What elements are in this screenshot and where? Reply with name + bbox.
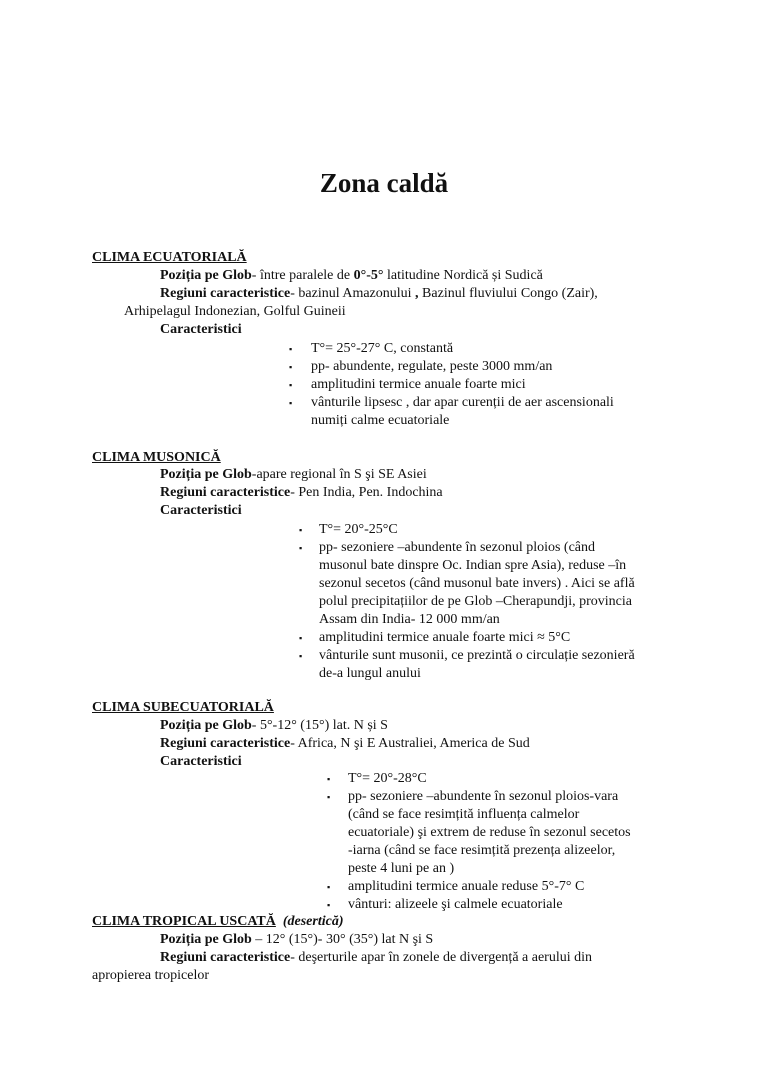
regiuni-text-a: - deşerturile apar în zonele de divergență a aerului din [290, 950, 593, 965]
bullet-text-continuation: ecuatoriale) şi extrem de reduse în sezonul secetos [348, 825, 631, 840]
bullet-text-continuation: numiți calme ecuatoriale [311, 413, 450, 428]
regiuni-text-a: - Africa, N şi E Australiei, America de Sud [290, 736, 530, 751]
pozitia-text-b: latitudine Nordică și Sudică [383, 268, 543, 283]
bullet-text-continuation: musonul bate dinspre Oc. Indian spre Asia), reduse –în [319, 558, 627, 573]
pozitia-label: Poziția pe Glob [160, 268, 252, 283]
regiuni-line-tropical [160, 949, 592, 967]
pozitia-text-a: – 12° (15°)- 30° (35°) lat N şi S [251, 932, 434, 947]
section-heading-sub: (desertică) [282, 914, 344, 929]
section-heading-musonica: CLIMA MUSONICĂ [92, 450, 221, 465]
bullet-icon: ▪ [327, 900, 331, 910]
bullet-text-continuation: sezonul secetos (când musonul bate invers) . Aici se află [319, 576, 635, 591]
bullet-text-continuation: peste 4 luni pe an ) [348, 861, 455, 876]
bullet-text: pp- sezoniere –abundente în sezonul ploios (când [319, 540, 596, 555]
bullet-text: T°= 20°-28°C [348, 771, 427, 786]
regiuni-line-ecuatoriala [160, 285, 598, 303]
bullet-text: T°= 20°-25°C [319, 522, 398, 537]
pozitia-text-a: - 5°-12° (15°) lat. N și S [251, 718, 388, 733]
bullet-text: vânturile sunt musonii, ce prezintă o circulație sezonieră [319, 648, 635, 663]
bullet-icon: ▪ [299, 543, 303, 553]
bullet-text: amplitudini termice anuale foarte mici [311, 377, 526, 392]
pozitia-label: Poziția pe Glob [160, 718, 252, 733]
regiuni-label: Regiuni caracteristice [160, 485, 291, 500]
regiuni-text-b: Bazinul fluviului Congo (Zair), [418, 286, 598, 301]
pozitia-line-musonica [160, 466, 427, 484]
bullet-icon: ▪ [289, 398, 293, 408]
section-heading-ecuatoriala: CLIMA ECUATORIALĂ [92, 250, 247, 265]
regiuni-label: Regiuni caracteristice [160, 736, 291, 751]
bullet-text: amplitudini termice anuale foarte mici ≈ 5°C [319, 630, 571, 645]
bullet-icon: ▪ [299, 651, 303, 661]
pozitia-line-subecuatoriala [160, 717, 388, 735]
pozitia-text-a: -apare regional în S şi SE Asiei [251, 467, 427, 482]
bullet-text: pp- sezoniere –abundente în sezonul ploios-vara [348, 789, 619, 804]
bullet-icon: ▪ [289, 380, 293, 390]
regiuni-continuation-tropical: apropierea tropicelor [92, 968, 209, 983]
bullet-icon: ▪ [327, 882, 331, 892]
bullet-icon: ▪ [289, 362, 293, 372]
section-heading-text: CLIMA TROPICAL USCATĂ [92, 914, 276, 929]
bullet-text-continuation: Assam din India- 12 000 mm/an [319, 612, 500, 627]
section-heading-tropical-uscata [92, 913, 344, 931]
bullet-icon: ▪ [289, 344, 293, 354]
bullet-icon: ▪ [327, 792, 331, 802]
regiuni-text-bold: , [415, 286, 419, 301]
bullet-text-continuation: (când se face resimțită influența calmelor [348, 807, 580, 822]
regiuni-label: Regiuni caracteristice [160, 286, 291, 301]
caracteristici-label-musonica: Caracteristici [160, 503, 242, 518]
section-heading-subecuatoriala: CLIMA SUBECUATORIALĂ [92, 700, 274, 715]
regiuni-label: Regiuni caracteristice [160, 950, 291, 965]
bullet-text-continuation: de-a lungul anului [319, 666, 421, 681]
bullet-text-continuation: polul precipitațiilor de pe Glob –Cherapundji, provincia [319, 594, 632, 609]
pozitia-line-ecuatoriala [160, 267, 543, 285]
pozitia-label: Poziția pe Glob [160, 932, 252, 947]
page-title: Zona caldă [319, 168, 449, 198]
regiuni-line-musonica [160, 484, 443, 502]
bullet-icon: ▪ [299, 525, 303, 535]
caracteristici-label-ecuatoriala: Caracteristici [160, 322, 242, 337]
caracteristici-label-subecuatoriala: Caracteristici [160, 754, 242, 769]
regiuni-text-a: - Pen India, Pen. Indochina [290, 485, 443, 500]
bullet-text: amplitudini termice anuale reduse 5°-7° C [348, 879, 585, 894]
bullet-text: vânturi: alizeele şi calmele ecuatoriale [348, 897, 563, 912]
bullet-icon: ▪ [327, 774, 331, 784]
bullet-text: vânturile lipsesc , dar apar curenții de aer ascensionali [311, 395, 614, 410]
bullet-text-continuation: -iarna (când se face resimțită prezența alizeelor, [348, 843, 616, 858]
bullet-icon: ▪ [299, 633, 303, 643]
pozitia-label: Poziția pe Glob [160, 467, 252, 482]
bullet-text: T°= 25°-27° C, constantă [311, 341, 454, 356]
pozitia-text-a: - între paralele de [251, 268, 354, 283]
regiuni-continuation-ecuatoriala: Arhipelagul Indonezian, Golful Guineii [124, 304, 346, 319]
regiuni-line-subecuatoriala [160, 735, 530, 753]
pozitia-text-bold: 0°-5° [353, 268, 384, 283]
bullet-text: pp- abundente, regulate, peste 3000 mm/an [311, 359, 553, 374]
pozitia-line-tropical [160, 931, 433, 949]
regiuni-text-a: - bazinul Amazonului [290, 286, 416, 301]
